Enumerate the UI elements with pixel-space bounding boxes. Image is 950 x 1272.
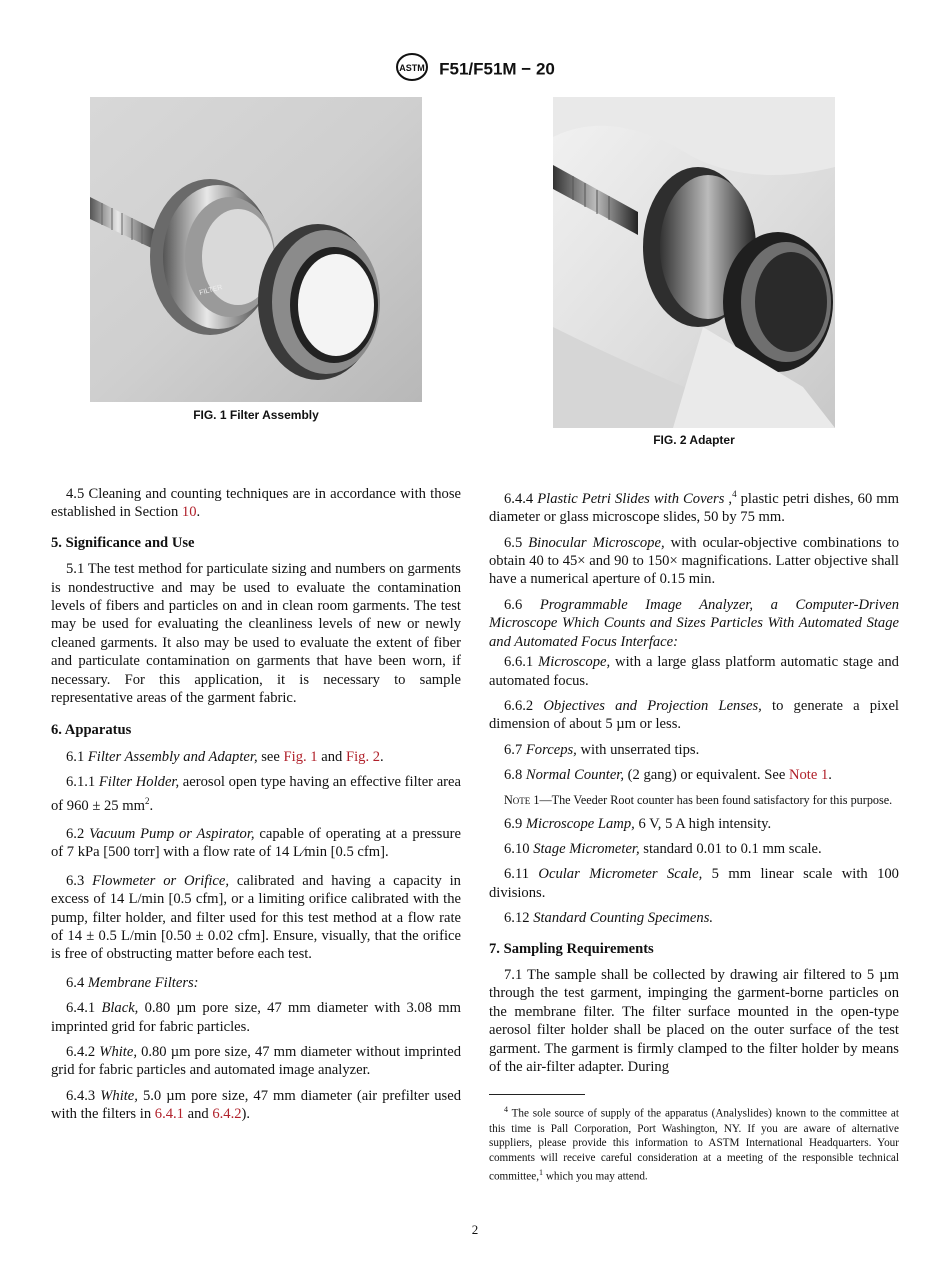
para-6-1-1: 6.1.1 Filter Holder, aerosol open type having an effective filter area of 960 ± 25 $mm^2$. — [51, 774, 461, 814]
para-6-6-1: 6.6.1 Microscope, with a large glass platform automatic stage and automated focus. — [489, 654, 899, 689]
footnote-ref-4[interactable]: 4 — [732, 489, 737, 499]
fig-1-link[interactable]: Fig. 1 — [283, 748, 318, 765]
para-6-4-3: 6.4.3 White, 5.0 µm pore size, 47 mm diameter (air prefilter used with the filters in 6.4.1 and 6.4.2). — [51, 1087, 461, 1123]
standard-code: F51/F51M − 20 — [439, 59, 555, 79]
para-6-5: 6.5 Binocular Microscope, with ocular-objective combinations to obtain 40 to 45× and 90 to 150× magnifications. Latter objective shall have a numerical aperture of 0.15 min. — [489, 534, 899, 588]
holder-imprint: FILTER — [198, 284, 224, 297]
page-number: 2 — [471, 1222, 479, 1237]
para-6-3: 6.3 Flowmeter or Orifice, calibrated and having a capacity in excess of 14 L/min [0.5 cfm], or a limiting orifice calibrated with the pump, filter holder, and filter used for this test method at a flow rate of 14 ± 0.5 L/min [0.50 ± 0.02 cfm]. Ensure, visually, that the orifice is free of obstructing matter before each test. — [51, 872, 461, 963]
para-6-4-1: 6.4.1 Black, 0.80 µm pore size, 47 mm diameter with 3.08 mm imprinted grid for fabric particles. — [51, 1000, 461, 1035]
section-10-link[interactable]: 10 — [181, 504, 197, 521]
para-6-1: 6.1 Filter Assembly and Adapter, see Fig. 1 and Fig. 2. — [66, 748, 384, 765]
figure-2-caption: FIG. 2 Adapter — [653, 433, 735, 447]
para-6-4: 6.4 Membrane Filters: — [66, 974, 199, 991]
fig-2-link[interactable]: Fig. 2 — [345, 748, 381, 765]
ref-6-4-2-link[interactable]: 6.4.2 — [212, 1106, 242, 1123]
para-5-1: 5.1 The test method for particulate sizing and numbers on garments is nondestructive and may be used to evaluate the contamination levels of fibers and particles on and in clean room garments. The test may be used for evaluating the cleanliness levels of new or newly cleaned garments. It also may be used to evaluate the extent of fiber and particulate contamination on garments that have been worn, if necessary. For this application, it is necessary to sample representative areas of the garment fabric. — [51, 561, 461, 707]
left-column — [51, 485, 461, 1131]
para-4-5: 4.5 Cleaning and counting techniques are in accordance with those established in Section 10. — [51, 486, 461, 521]
para-6-9: 6.9 Microscope Lamp, 6 V, 5 A high intensity. — [504, 815, 772, 832]
footnote-rule — [489, 1094, 585, 1095]
para-6-6-2: 6.6.2 Objectives and Projection Lenses, to generate a pixel dimension of about 5 µm or less. — [489, 697, 899, 733]
logo-text: ASTM — [399, 63, 425, 73]
footnote-4: $^4$ The sole source of supply of the apparatus (Analyslides) known to the committee at this time is Pall Corporation, Port Washington, NY. If you are aware of alternative suppliers, please provide this information to ASTM International Headquarters. Your comments will receive careful consideration at a meeting of the responsible technical committee,$^1$ which you may attend. — [489, 1105, 899, 1183]
figure-1-photo — [90, 97, 422, 402]
figure-2-photo — [553, 97, 835, 428]
figure-1-caption: FIG. 1 Filter Assembly — [193, 408, 319, 422]
heading-section-5: 5. Significance and Use — [51, 534, 195, 551]
heading-section-7: 7. Sampling Requirements — [489, 940, 654, 957]
para-6-8: 6.8 Normal Counter, (2 gang) or equivalent. See Note 1. — [504, 767, 832, 784]
note-1: Note 1—The Veeder Root counter has been found satisfactory for this purpose. — [504, 792, 893, 807]
right-column — [489, 485, 899, 1191]
para-6-2: 6.2 Vacuum Pump or Aspirator, capable of operating at a pressure of 7 kPa [500 torr] with a flow rate of 14 L⁄min [0.5 cfm]. — [51, 825, 461, 861]
heading-section-6: 6. Apparatus — [51, 722, 132, 739]
para-6-11: 6.11 Ocular Micrometer Scale, 5 mm linear scale with 100 divisions. — [489, 866, 899, 901]
astm-logo — [395, 52, 429, 87]
para-6-6: 6.6 Programmable Image Analyzer, a Computer-Driven Microscope Which Counts and Sizes Particles With Automated Stage and Automated Focus Interface: — [489, 596, 900, 650]
para-6-7: 6.7 Forceps, with unserrated tips. — [504, 741, 700, 758]
note-1-link[interactable]: Note 1 — [788, 767, 829, 784]
para-6-10: 6.10 Stage Micrometer, standard 0.01 to 0.1 mm scale. — [504, 840, 822, 857]
para-6-4-2: 6.4.2 White, 0.80 µm pore size, 47 mm diameter without imprinted grid for fabric particles and automated image analyzer. — [51, 1044, 461, 1079]
ref-6-4-1-link[interactable]: 6.4.1 — [154, 1106, 184, 1123]
para-6-4-4: 6.4.4 Plastic Petri Slides with Covers ,$^4$ plastic petri dishes, 60 mm diameter or glass microscope slides, 50 by 75 mm. — [489, 489, 900, 526]
para-7-1: 7.1 The sample shall be collected by drawing air filtered to 5 µm through the test garment, impinging the garment-borne particles on the membrane filter. The filter surface mounted in the open-type aerosol filter holder shall be placed on the outer surface of the test garment. The garment is firmly clamped to the filter holder by means of the air-filter adapter. During — [489, 966, 899, 1076]
page-header — [0, 52, 950, 87]
para-6-12: 6.12 Standard Counting Specimens. — [504, 910, 714, 927]
